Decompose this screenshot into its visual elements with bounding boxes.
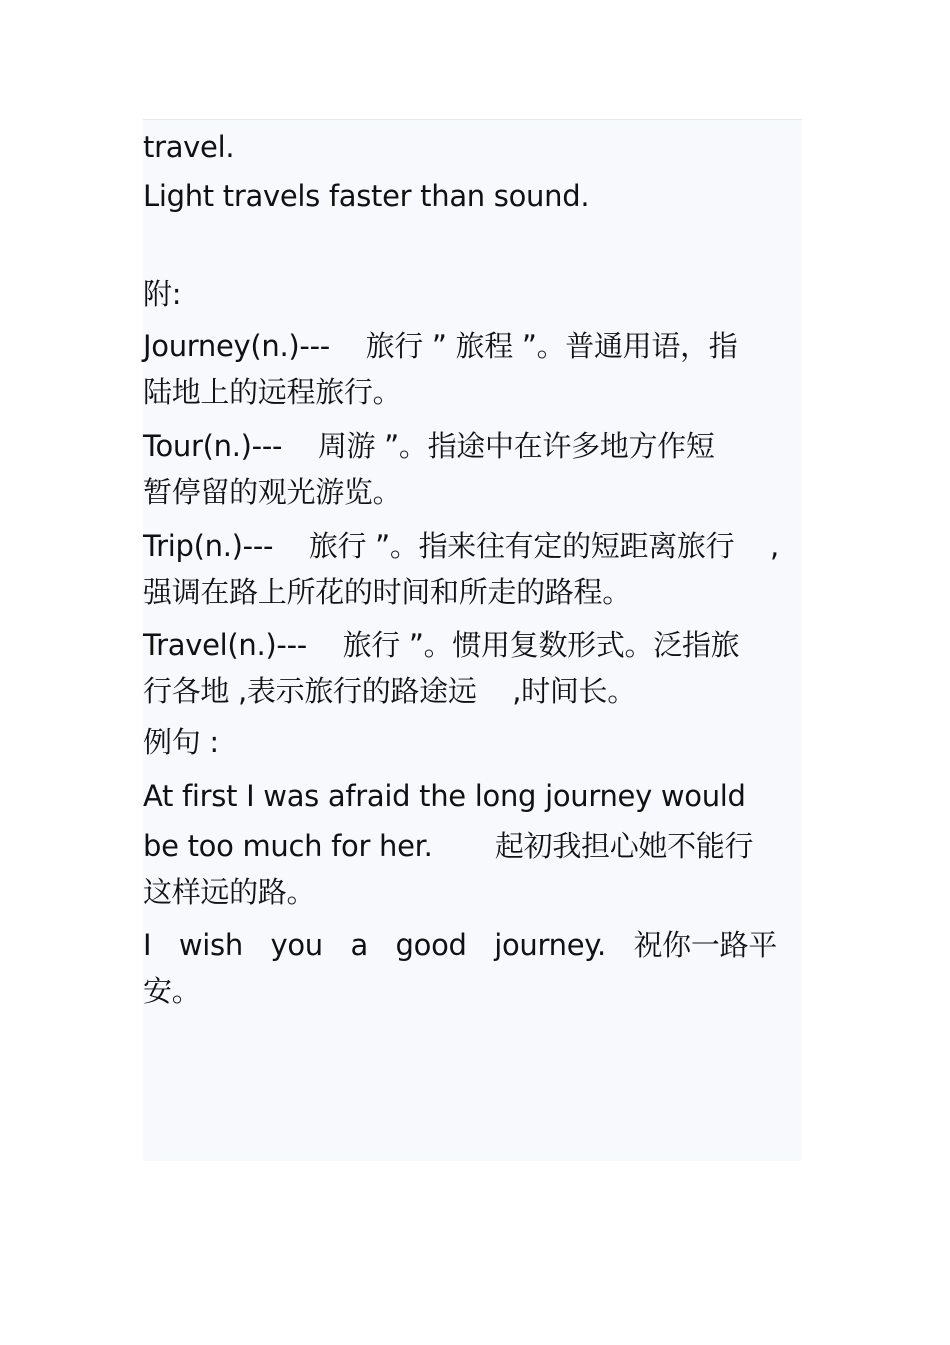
text-line: Tour(n.)--- 周游 ”。指途中在许多地方作短 <box>143 429 715 463</box>
text-line: 强调在路上所花的时间和所走的路程。 <box>143 575 631 609</box>
word: 祝你一路平 <box>633 928 777 962</box>
text-line: Light travels faster than sound. <box>143 179 590 213</box>
example-sentence-justified <box>143 927 777 963</box>
text-line: 暂停留的观光游览。 <box>143 475 402 509</box>
text-line: Travel(n.)--- 旅行 ”。惯用复数形式。泛指旅 <box>143 628 740 662</box>
text-line: 这样远的路。 <box>143 875 316 909</box>
word: good <box>395 928 467 962</box>
text-line: 行各地 ,表示旅行的路途远 ,时间长。 <box>143 674 636 708</box>
appendix-label: 附: <box>143 277 182 311</box>
text-line: Journey(n.)--- 旅行 ” 旅程 ”。普通用语，指 <box>143 329 738 363</box>
word: a <box>350 928 368 962</box>
word: wish <box>178 928 243 962</box>
example-sentence: be too much for her. 起初我担心她不能行 <box>143 829 754 863</box>
word: you <box>270 928 323 962</box>
word: I <box>143 928 152 962</box>
word: journey. <box>494 928 606 962</box>
text-line: Trip(n.)--- 旅行 ”。指来往有定的短距离旅行 , <box>143 529 779 563</box>
example-sentence: At first I was afraid the long journey would <box>143 779 746 813</box>
text-line: 陆地上的远程旅行。 <box>143 375 402 409</box>
text-line: travel. <box>143 130 235 164</box>
examples-label: 例句 : <box>143 725 219 759</box>
text-line: 安。 <box>143 974 201 1008</box>
